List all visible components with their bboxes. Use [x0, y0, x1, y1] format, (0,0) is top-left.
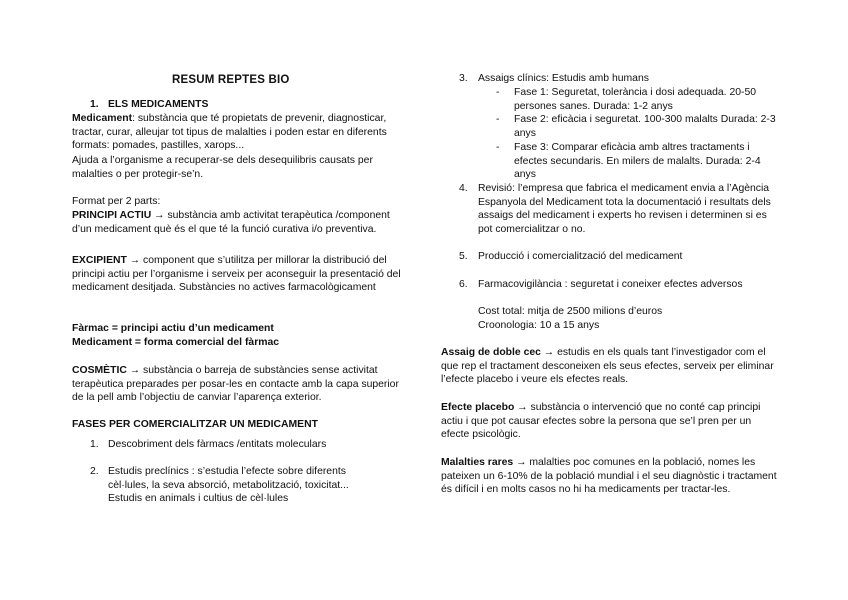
- clinical-phase-3: [496, 141, 777, 182]
- medicament-extra: Ajuda a l’organisme a recuperar-se dels desequilibris causats per malalties o per protegir-se’n.: [72, 155, 373, 180]
- phase-text: Assaigs clínics: Estudis amb humans: [478, 73, 649, 84]
- placebo-definition: [441, 401, 777, 442]
- farmac-line-2: Medicament = forma comercial del fàrmac: [72, 337, 280, 348]
- medicament-text: : substància que té propietats de prevenir, diagnosticar, tractar, curar, alleujar tot tipus de malalties i poden estar en diferents formats: pomades, pastilles, xarops...: [72, 113, 387, 152]
- phase-number: 2.: [90, 466, 99, 477]
- cosmetic-text: → substància o barreja de substàncies sense activitat terapèutica preparades per posar-les en contacte amb la capa superior de la pell amb l’objectiu de canviar l’aparença exterior.: [72, 365, 399, 404]
- dash-marker: -: [496, 87, 500, 98]
- phase-number: 4.: [459, 183, 468, 194]
- phase-text: Estudis preclínics : s’estudia l’efecte sobre diferents cèl·lules, la seva absorció, metabolització, toxicitat... Estudis en animals i cultius de cèl·lules: [108, 466, 349, 505]
- dash-marker: -: [496, 142, 500, 153]
- phase-text: Descobriment dels fàrmacs /entitats moleculars: [108, 439, 327, 450]
- medicament-term: Medicament: [72, 113, 133, 124]
- rares-term: Malalties rares: [441, 457, 514, 468]
- section-title: ELS MEDICAMENTS: [108, 99, 209, 110]
- section-number: 1.: [90, 99, 99, 110]
- phase-item-3: [441, 72, 777, 86]
- page-title: RESUM REPTES BIO: [172, 74, 290, 86]
- clinical-phase-text: Fase 3: Comparar eficàcia amb altres tractaments i efectes secundaris. En milers de malalts. Durada: 2-4 anys: [514, 142, 761, 181]
- clinical-phase-1: [496, 86, 777, 113]
- phase-item-4: [441, 182, 777, 236]
- excipient-text: → component que s’utilitza per millorar la distribució del principi actiu per l’organisme i serveix per aconseguir la presentació del medicament desitjada. Substàncies no actives farmacològicament: [72, 255, 401, 294]
- principi-actiu-term: PRINCIPI ACTIU: [72, 210, 152, 221]
- rares-definition: [441, 456, 777, 497]
- format-intro: Format per 2 parts:: [72, 196, 161, 207]
- phase-text: Revisió: l’empresa que fabrica el medicament envia a l’Agència Espanyola del Medicament tota la documentació i resultats dels assaigs del medicament i experts ho revisen i determinen si es pot comercialitzar o no.: [478, 183, 771, 235]
- phase-item-1: [72, 438, 402, 452]
- rares-text: → malalties poc comunes en la població, nomes les pateixen un 6-10% de la població mundial i el seu diagnòstic i tractament és difícil i en molts casos no hi ha medicaments per tractar-les.: [441, 457, 777, 496]
- phases-heading: FASES PER COMERCIALITZAR UN MEDICAMENT: [72, 419, 318, 430]
- excipient-definition: [72, 254, 402, 295]
- phase-number: 5.: [459, 251, 468, 262]
- phase-number: 6.: [459, 279, 468, 290]
- excipient-term: EXCIPIENT: [72, 255, 127, 266]
- principi-actiu-definition: [72, 209, 402, 236]
- phase-number: 3.: [459, 73, 468, 84]
- phase-text: Producció i comercialització del medicament: [478, 251, 683, 262]
- doble-cec-term: Assaig de doble cec: [441, 347, 541, 358]
- phase-item-6: [441, 278, 777, 292]
- phase-number: 1.: [90, 439, 99, 450]
- clinical-phase-2: [496, 113, 777, 140]
- cosmetic-term: COSMÈTIC: [72, 365, 127, 376]
- doble-cec-definition: [441, 346, 777, 387]
- clinical-phase-text: Fase 2: eficàcia i seguretat. 100-300 malalts Durada: 2-3 anys: [514, 114, 776, 139]
- chronology: Croonologia: 10 a 15 anys: [478, 320, 600, 331]
- clinical-phase-text: Fase 1: Seguretat, tolerància i dosi adequada. 20-50 persones sanes. Durada: 1-2 anys: [514, 87, 757, 112]
- dash-marker: -: [496, 114, 500, 125]
- total-cost: Cost total: mitja de 2500 milions d’euros: [478, 306, 663, 317]
- section-heading-medicaments: [72, 98, 402, 112]
- farmac-line-1: Fàrmac = principi actiu d’un medicament: [72, 323, 274, 334]
- phase-text: Farmacovigilància : seguretat i coneixer efectes adversos: [478, 279, 743, 290]
- cosmetic-definition: [72, 364, 402, 405]
- doble-cec-text: → estudis en els quals tant l’investigador com el que rep el tractament desconeixen els seus efectes, serveix per eliminar l’efecte placebo i veure els efectes reals.: [441, 347, 774, 386]
- phase-item-5: [441, 250, 777, 264]
- phase-item-2: [72, 465, 402, 506]
- placebo-term: Efecte placebo: [441, 402, 515, 413]
- principi-actiu-text: → substància amb activitat terapèutica /component d’un medicament què és el que té la funció curativa i/o preventiva.: [72, 210, 390, 235]
- medicament-definition: [72, 112, 402, 153]
- placebo-text: → substància o intervenció que no conté cap principi actiu i que pot causar efectes sobre la persona que se’l pren per un efecte psicològic.: [441, 402, 761, 441]
